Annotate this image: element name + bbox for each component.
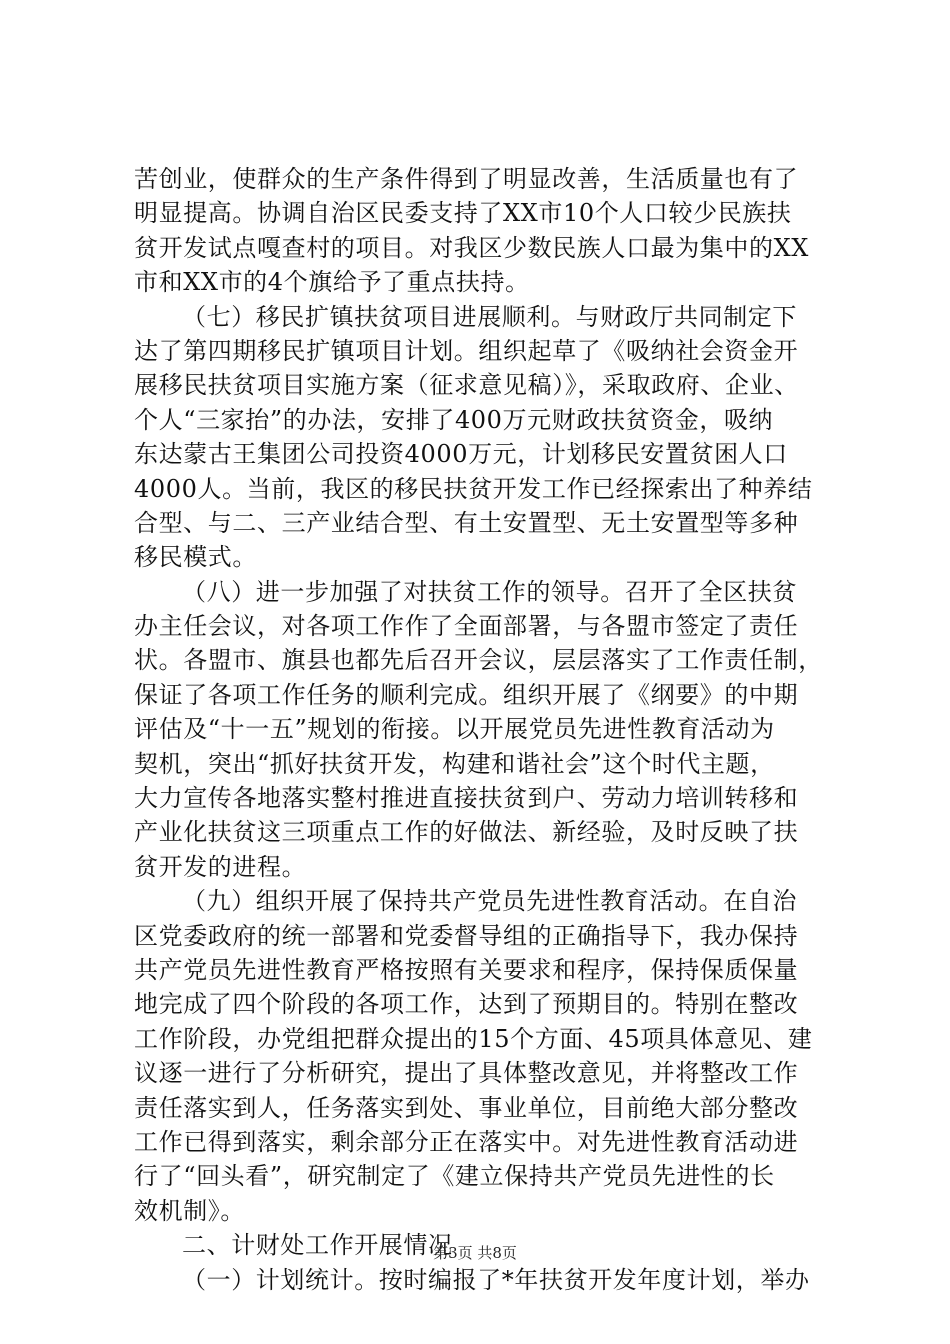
text-line: 议逐一进行了分析研究，提出了具体整改意见，并将整改工作 [134, 1059, 799, 1088]
text-line: 移民模式。 [134, 543, 257, 572]
document-body [134, 162, 834, 1297]
paragraph-heading-line: （九）组织开展了保持共产党员先进性教育活动。在自治 [182, 887, 797, 916]
text-line: 工作已得到落实，剩余部分正在落实中。对先进性教育活动进 [134, 1127, 799, 1156]
text-line: 区党委政府的统一部署和党委督导组的正确指导下，我办保持 [134, 921, 799, 950]
text-line: 4000人。当前，我区的移民扶贫开发工作已经探索出了种养结 [134, 474, 813, 503]
text-line: 产业化扶贫这三项重点工作的好做法、新经验，及时反映了扶 [134, 818, 799, 847]
text-line: 责任落实到人，任务落实到处、事业单位，目前绝大部分整改 [134, 1093, 799, 1122]
text-line: 合型、与二、三产业结合型、有土安置型、无土安置型等多种 [134, 508, 799, 537]
text-line: 贫开发试点嘎查村的项目。对我区少数民族人口最为集中的XX [134, 233, 809, 262]
text-line: 达了第四期移民扩镇项目计划。组织起草了《吸纳社会资金开 [134, 336, 799, 365]
text-line: 行了“回头看”，研究制定了《建立保持共产党员先进性的长 [134, 1162, 775, 1191]
section-heading: 二、计财处工作开展情况 [182, 1231, 453, 1260]
text-line: 契机，突出“抓好扶贫开发，构建和谐社会”这个时代主题， [134, 749, 775, 778]
paragraph-heading-line: （八）进一步加强了对扶贫工作的领导。召开了全区扶贫 [182, 577, 797, 606]
text-line: 个人“三家抬”的办法，安排了400万元财政扶贫资金，吸纳 [134, 405, 774, 434]
text-line: 状。各盟市、旗县也都先后召开会议，层层落实了工作责任制， [134, 646, 823, 675]
text-line: 明显提高。协调自治区民委支持了XX市10个人口较少民族扶 [134, 199, 792, 228]
text-line: 苦创业，使群众的生产条件得到了明显改善，生活质量也有了 [134, 165, 799, 193]
text-line: 效机制》。 [134, 1196, 245, 1225]
text-line: 大力宣传各地落实整村推进直接扶贫到户、劳动力培训转移和 [134, 784, 799, 813]
text-line: 工作阶段，办党组把群众提出的15个方面、45项具体意见、建 [134, 1024, 813, 1053]
text-line: 展移民扶贫项目实施方案（征求意见稿）》，采取政府、企业、 [134, 371, 799, 400]
text-line: 共产党员先进性教育严格按照有关要求和程序，保持保质保量 [134, 955, 799, 984]
paragraph-heading-line: （七）移民扩镇扶贫项目进展顺利。与财政厅共同制定下 [182, 302, 797, 331]
text-line: 市和XX市的4个旗给予了重点扶持。 [134, 268, 530, 297]
text-line: 贫开发的进程。 [134, 852, 307, 881]
text-line: 地完成了四个阶段的各项工作，达到了预期目的。特别在整改 [134, 990, 799, 1019]
text-line: 评估及“十一五”规划的衔接。以开展党员先进性教育活动为 [134, 715, 775, 744]
text-line: 东达蒙古王集团公司投资4000万元，计划移民安置贫困人口 [134, 440, 788, 469]
page-number-footer: 第3页 共8页 [433, 1244, 517, 1262]
paragraph-heading-line: （一）计划统计。按时编报了*年扶贫开发年度计划，举办 [182, 1265, 810, 1294]
text-line: 办主任会议，对各项工作作了全面部署，与各盟市签定了责任 [134, 612, 799, 641]
text-line: 保证了各项工作任务的顺利完成。组织开展了《纲要》的中期 [134, 680, 799, 709]
